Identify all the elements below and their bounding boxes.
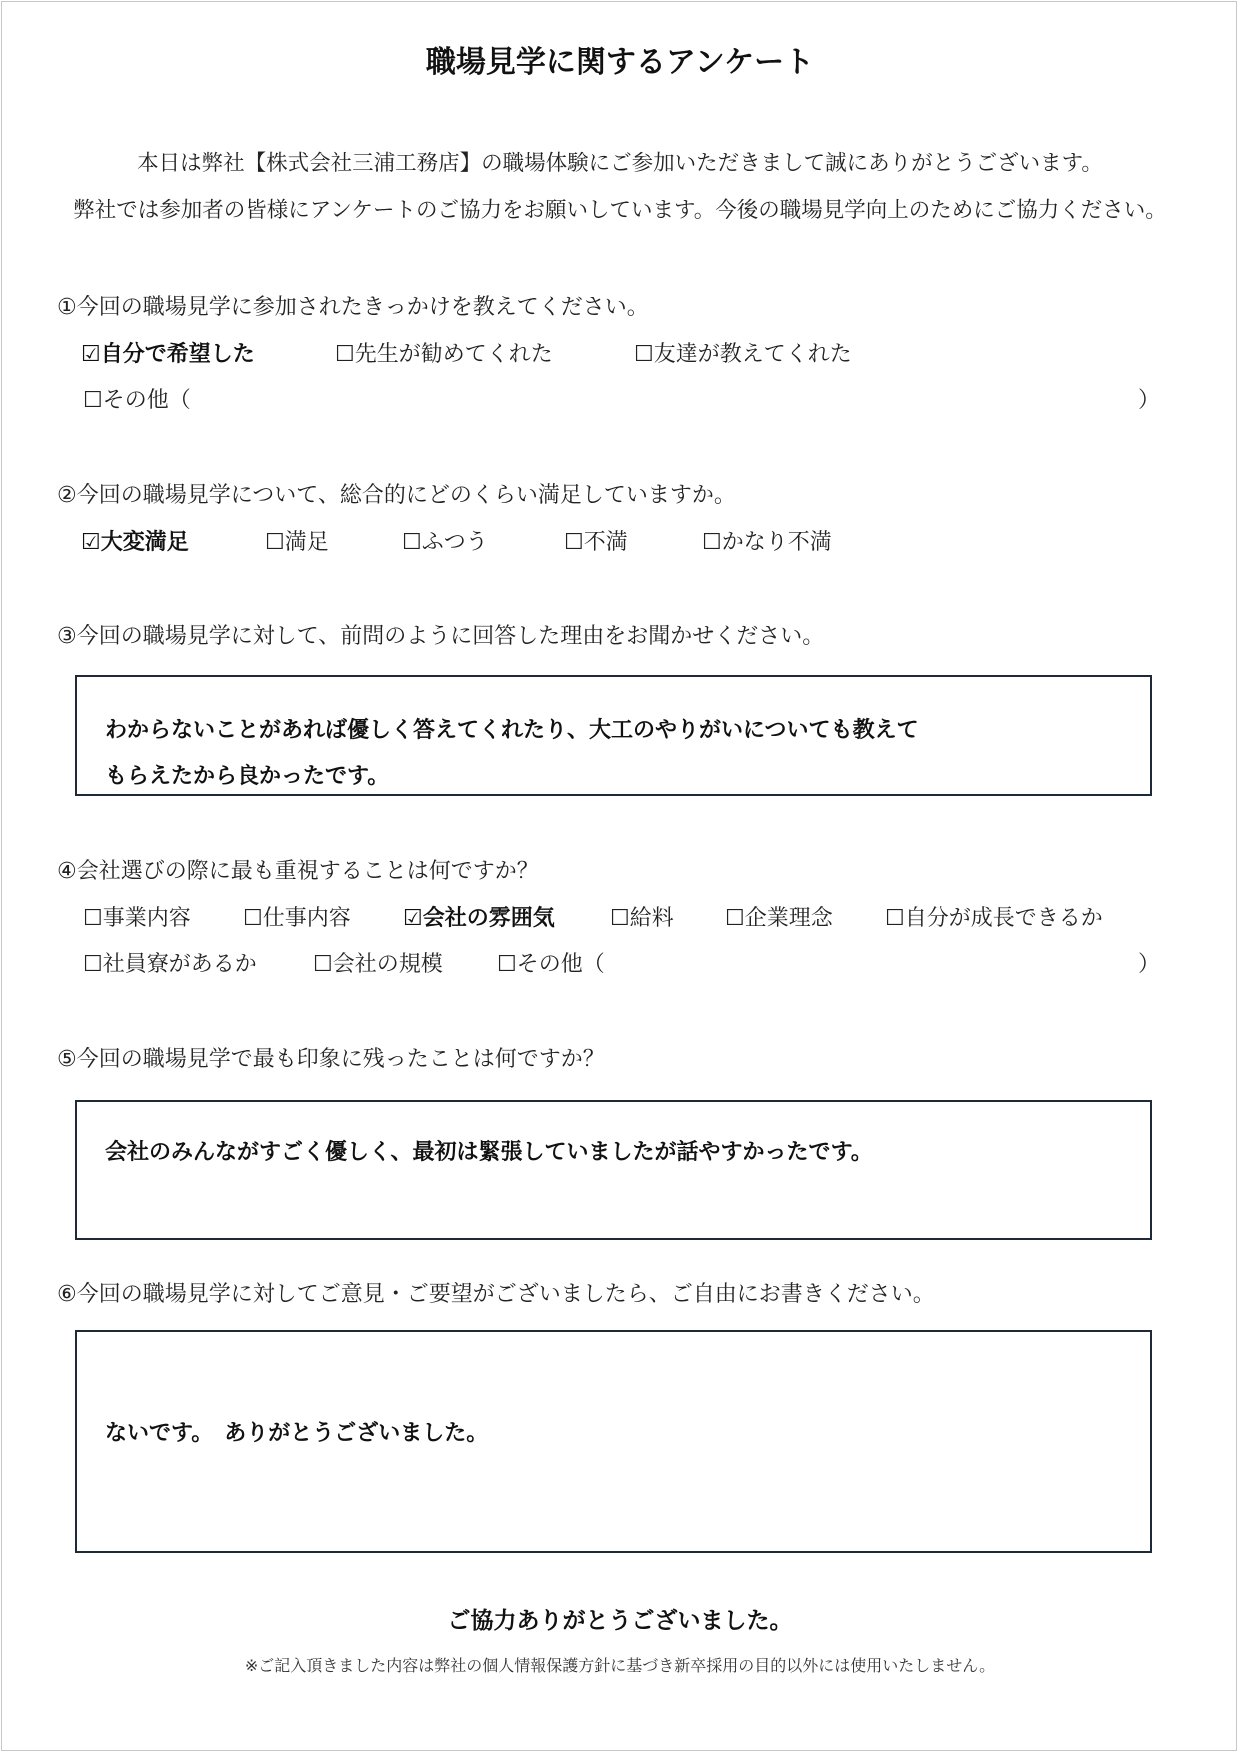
question-3: ③今回の職場見学に対して、前問のように回答した理由をお聞かせください。 [57, 624, 825, 649]
q4-option-salary[interactable]: ☐給料 [610, 906, 674, 931]
question-2: ②今回の職場見学について、総合的にどのくらい満足していますか。 [57, 483, 736, 508]
q4-option-atmosphere[interactable]: ☑会社の雰囲気 [403, 906, 555, 931]
q2-option-dissatisfied[interactable]: ☐不満 [564, 530, 628, 555]
q4-option-work[interactable]: ☐仕事内容 [243, 906, 351, 931]
q1-option-self[interactable]: ☑自分で希望した [81, 342, 255, 367]
q4-option-philosophy[interactable]: ☐企業理念 [725, 906, 833, 931]
intro-line-2: 弊社では参加者の皆様にアンケートのご協力をお願いしています。今後の職場見学向上のためにご協力ください。 [73, 198, 1167, 223]
q4-option-company-size[interactable]: ☐会社の規模 [313, 952, 443, 977]
q1-option-friend[interactable]: ☐友達が教えてくれた [634, 342, 852, 367]
question-6: ⑥今回の職場見学に対してご意見・ご要望がございましたら、ご自由にお書きください。 [57, 1282, 935, 1307]
q1-other-close: ） [1138, 388, 1161, 413]
q4-option-growth[interactable]: ☐自分が成長できるか [885, 906, 1103, 931]
q2-option-very-satisfied[interactable]: ☑大変満足 [81, 530, 189, 555]
privacy-note: ※ご記入頂きました内容は弊社の個人情報保護方針に基づき新卒採用の目的以外には使用いたしません。 [244, 1656, 996, 1675]
q4-other-close: ） [1138, 952, 1161, 977]
q1-option-teacher[interactable]: ☐先生が勧めてくれた [335, 342, 553, 367]
closing-thanks: ご協力ありがとうございました。 [447, 1608, 793, 1634]
intro-line-1: 本日は弊社【株式会社三浦工務店】の職場体験にご参加いただきまして誠にありがとうございます。 [137, 151, 1103, 176]
q2-option-neutral[interactable]: ☐ふつう [402, 530, 488, 555]
q4-option-business[interactable]: ☐事業内容 [83, 906, 191, 931]
page-title: 職場見学に関するアンケート [425, 45, 815, 80]
q5-answer: 会社のみんながすごく優しく、最初は緊張していましたが話やすかったです。 [105, 1140, 873, 1165]
question-4: ④会社選びの際に最も重視することは何ですか？ [57, 859, 539, 884]
q4-option-dormitory[interactable]: ☐社員寮があるか [83, 952, 257, 977]
q6-answer: ないです。 ありがとうございました。 [105, 1421, 489, 1446]
q5-answer-box[interactable] [75, 1100, 1152, 1240]
question-5: ⑤今回の職場見学で最も印象に残ったことは何ですか？ [57, 1047, 605, 1072]
q4-option-other[interactable]: ☐その他（ [497, 952, 605, 977]
q1-option-other[interactable]: ☐その他（ [83, 388, 191, 413]
question-1: ①今回の職場見学に参加されたきっかけを教えてください。 [57, 295, 649, 320]
q2-option-satisfied[interactable]: ☐満足 [265, 530, 329, 555]
q2-option-very-dissatisfied[interactable]: ☐かなり不満 [702, 530, 832, 555]
q3-answer-line-1: わからないことがあれば優しく答えてくれたり、大工のやりがいについても教えて [105, 718, 919, 743]
q3-answer-line-2: もらえたから良かったです。 [105, 764, 390, 789]
